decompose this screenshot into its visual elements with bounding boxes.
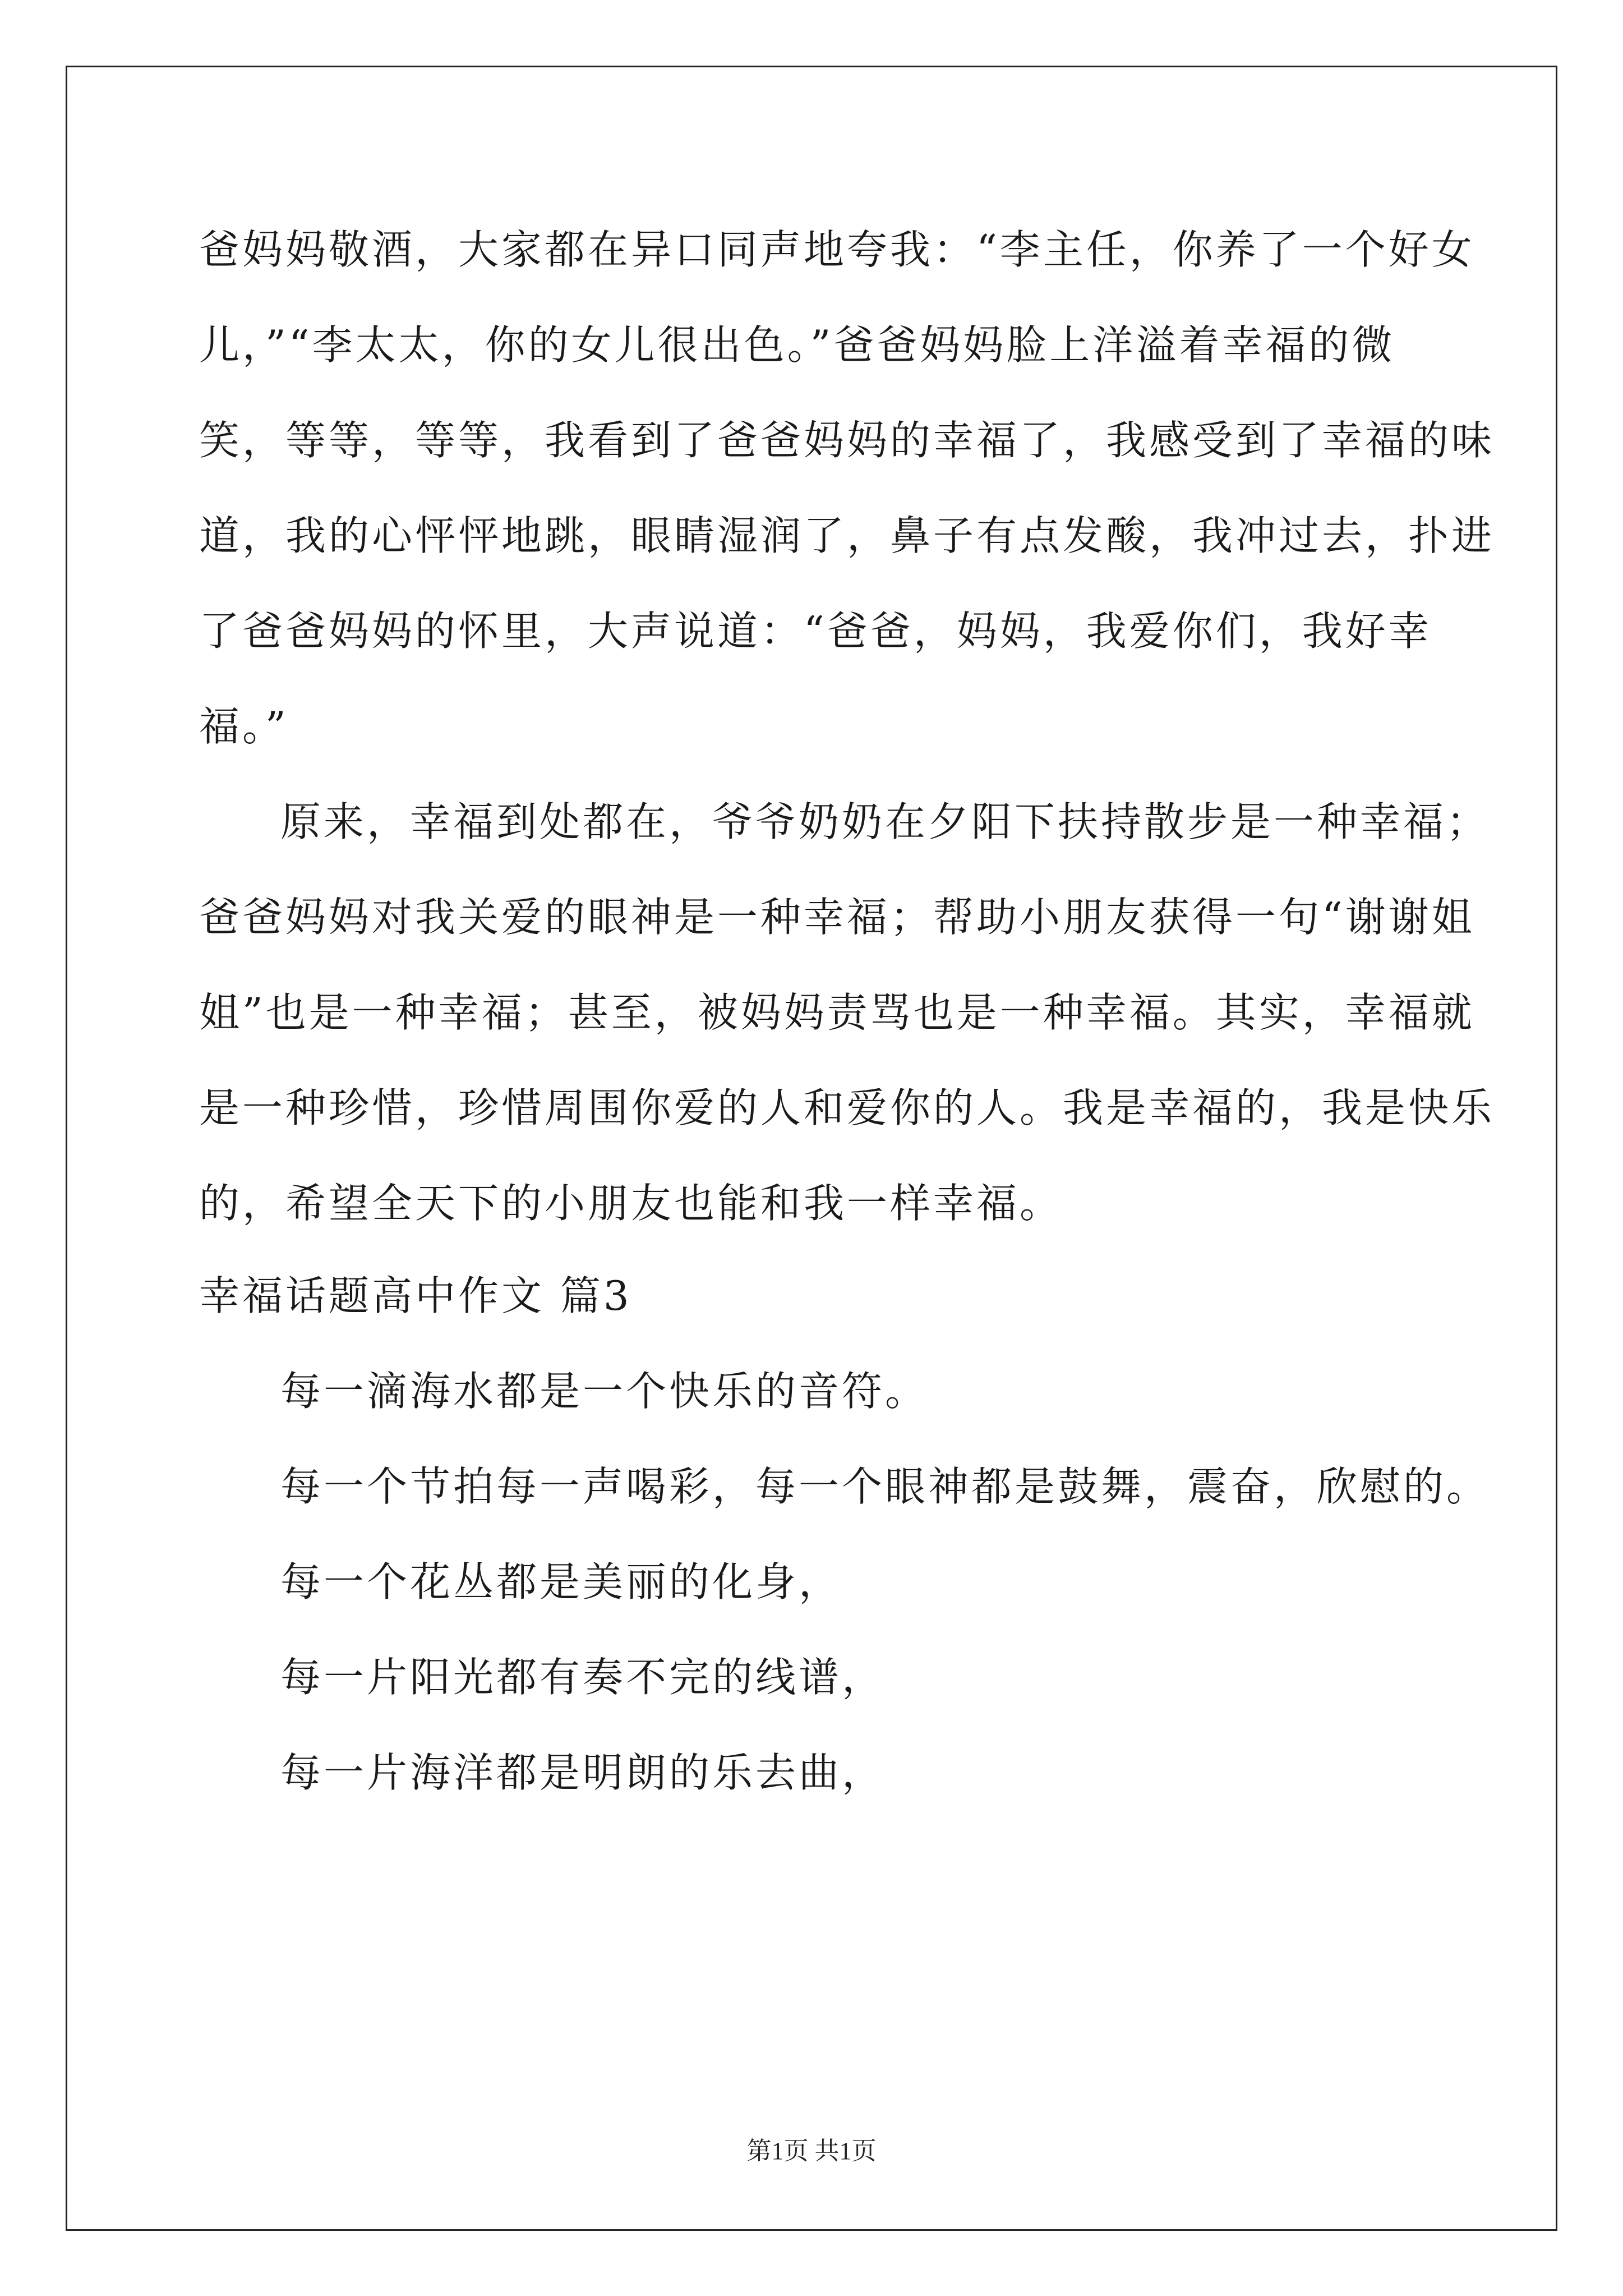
paragraph-line: 每一滴海水都是一个快乐的音符。 (280, 1368, 929, 1415)
paragraph-line: 每一个花丛都是美丽的化身， (280, 1558, 842, 1605)
paragraph-line: 每一个节拍每一声喝彩，每一个眼神都是鼓舞，震奋，欣慰的。 (280, 1463, 1490, 1510)
paragraph-line: 的，希望全天下的小朋友也能和我一样幸福。 (199, 1180, 1063, 1227)
paragraph-line: 爸爸妈妈对我关爱的眼神是一种幸福；帮助小朋友获得一句“谢谢姐 (199, 894, 1475, 941)
paragraph-line: 道，我的心怦怦地跳，眼睛湿润了，鼻子有点发酸，我冲过去，扑进 (199, 512, 1495, 559)
paragraph-line: 每一片海洋都是明朗的乐去曲， (280, 1749, 886, 1796)
paragraph-line: 原来，幸福到处都在，爷爷奶奶在夕阳下扶持散步是一种幸福； (280, 798, 1490, 845)
page-border (66, 66, 1557, 2231)
section-heading: 幸福话题高中作文 篇3 (199, 1272, 632, 1319)
paragraph-line: 福。” (199, 703, 289, 750)
paragraph-line: 姐”也是一种幸福；甚至，被妈妈责骂也是一种幸福。其实，幸福就 (199, 989, 1475, 1036)
page-number: 第1页 共1页 (746, 2137, 877, 2165)
paragraph-line: 儿，”“李太太，你的女儿很出色。”爸爸妈妈脸上洋溢着幸福的微 (199, 321, 1395, 369)
paragraph-line: 每一片阳光都有奏不完的线谱， (280, 1654, 886, 1701)
paragraph-line: 是一种珍惜，珍惜周围你爱的人和爱你的人。我是幸福的，我是快乐 (199, 1084, 1495, 1131)
paragraph-line: 笑，等等，等等，我看到了爸爸妈妈的幸福了，我感受到了幸福的味 (199, 417, 1495, 464)
paragraph-line: 爸妈妈敬酒，大家都在异口同声地夸我：“李主任，你养了一个好女 (199, 226, 1475, 273)
paragraph-line: 了爸爸妈妈的怀里，大声说道：“爸爸，妈妈，我爱你们，我好幸 (199, 608, 1432, 655)
